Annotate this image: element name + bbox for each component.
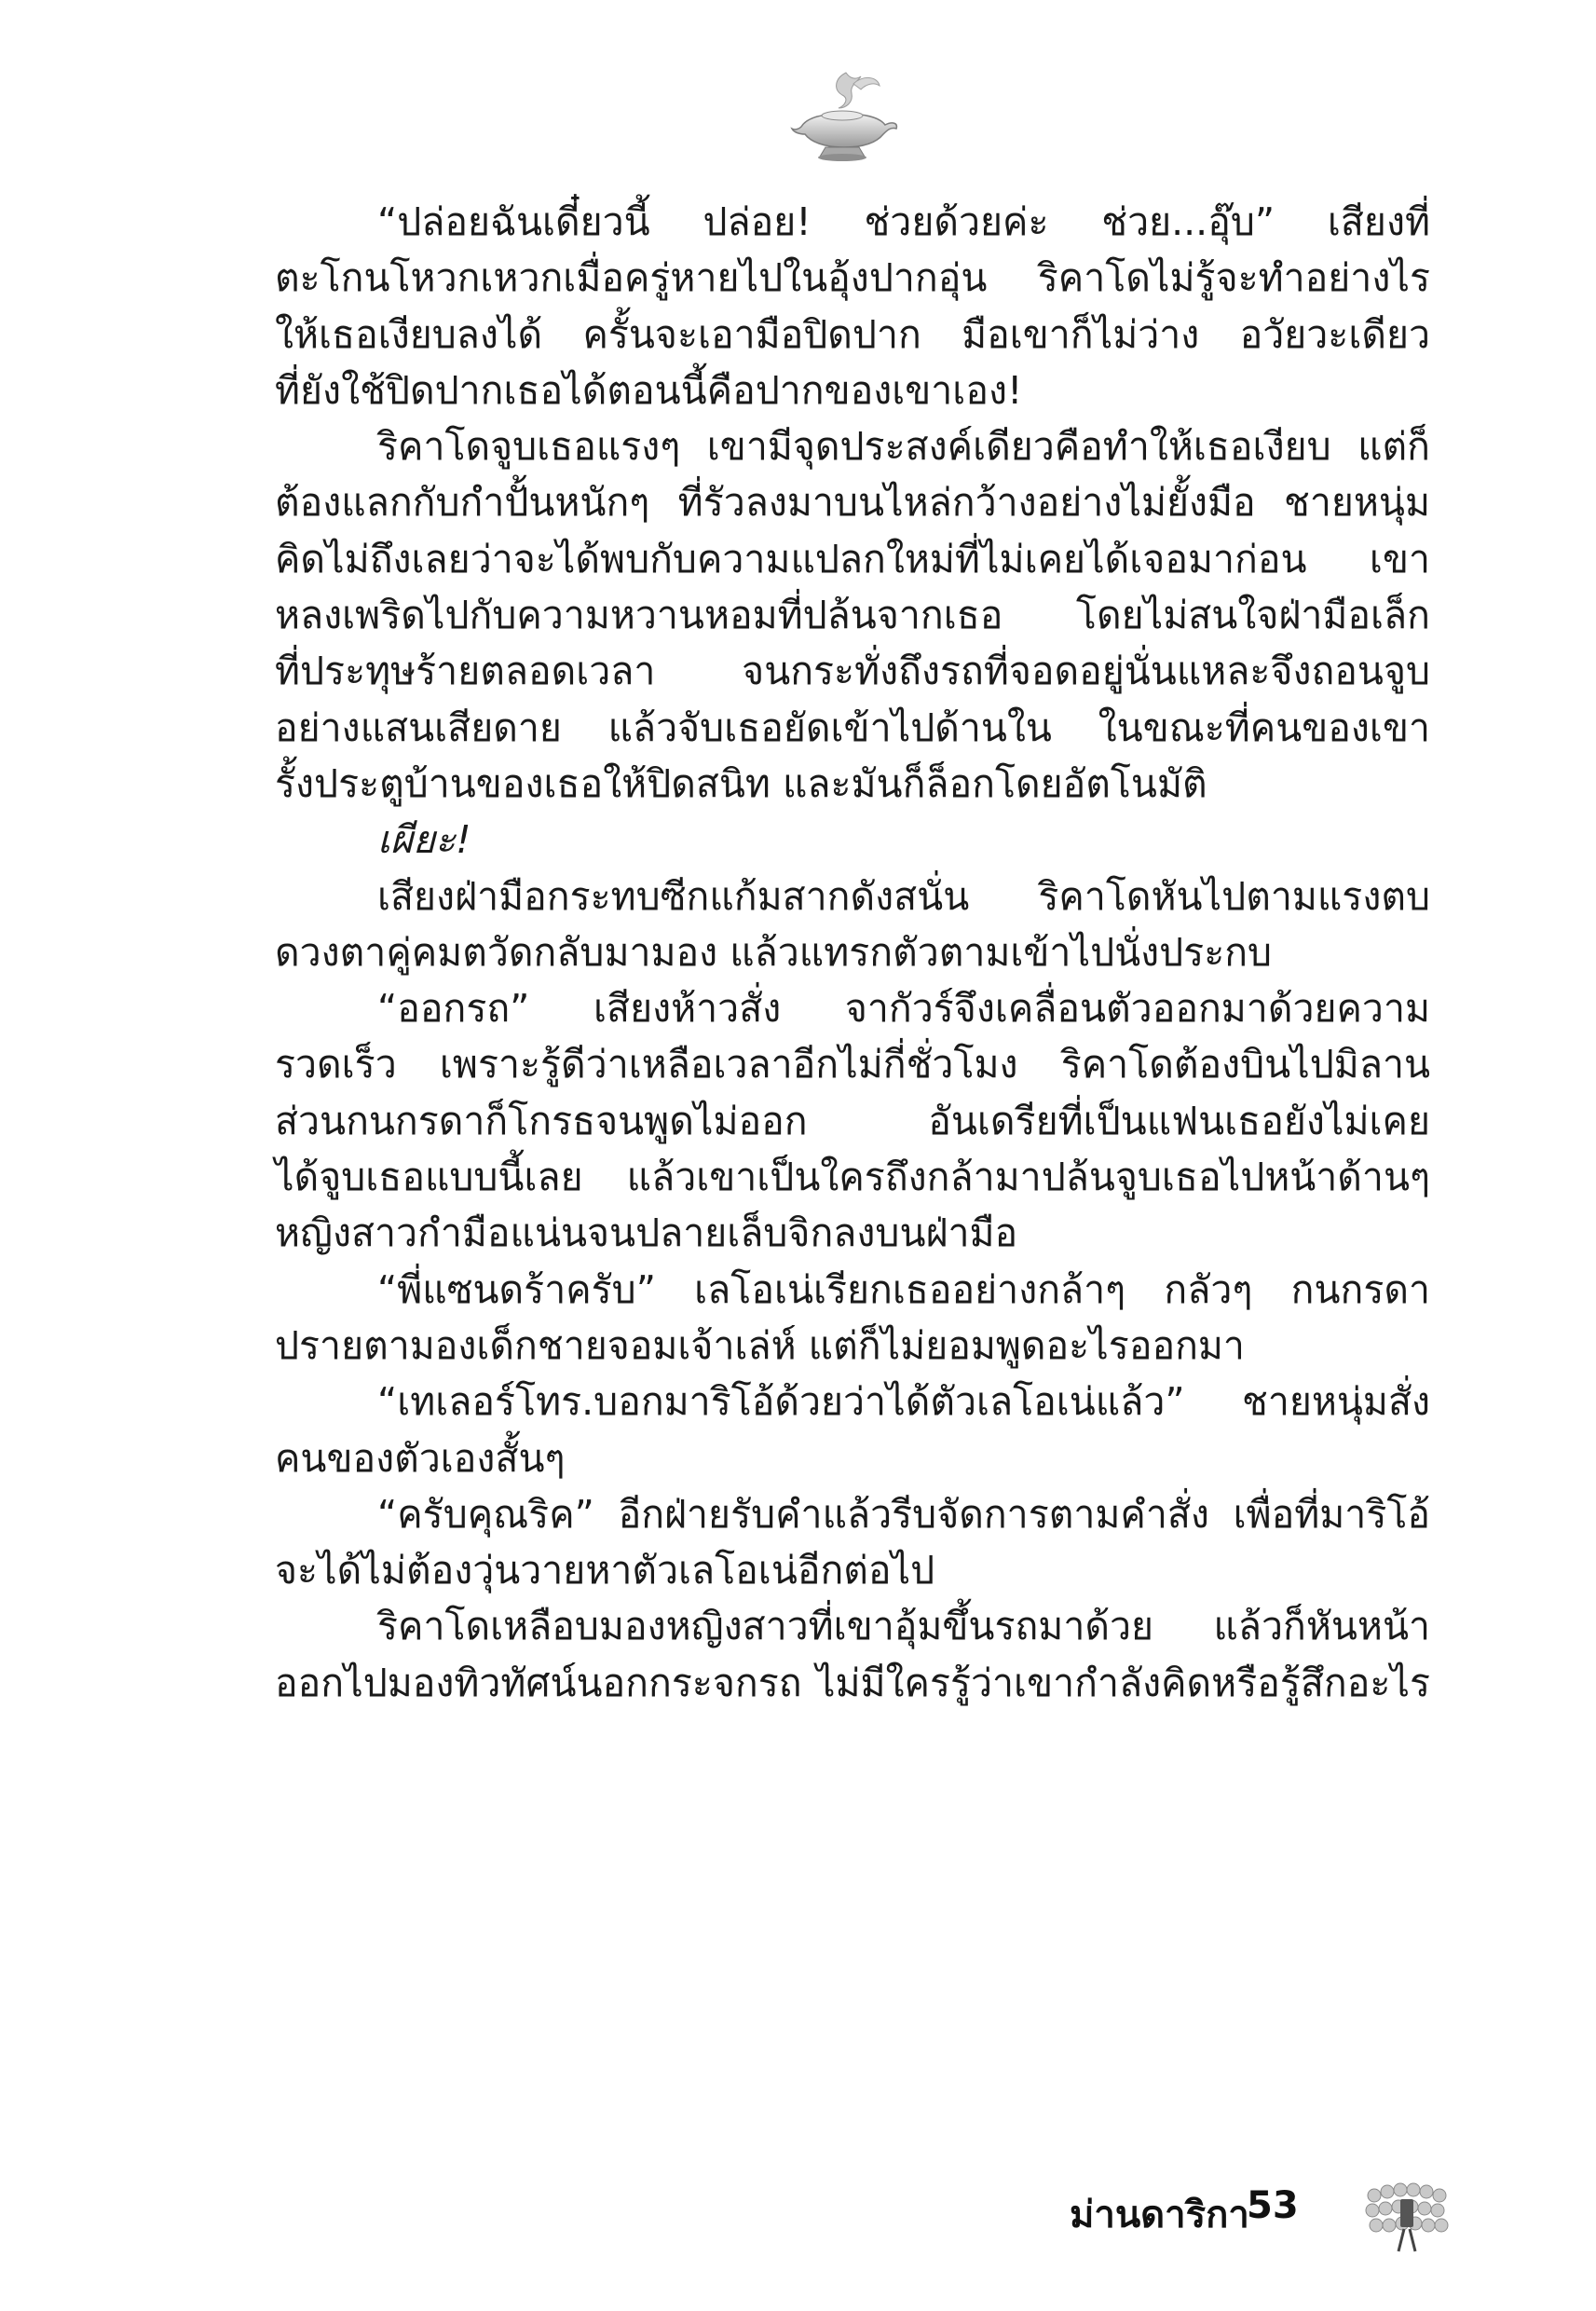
text-line: ดวงตาคู่คมตวัดกลับมามอง แล้วแทรกตัวตามเข้าไปนั่งประกบ (275, 929, 1273, 975)
text-line: จะได้ไม่ต้องวุ่นวายหาตัวเลโอเน่อีกต่อไป (275, 1548, 935, 1593)
text-line: ตะโกนโหวกเหวกเมื่อครู่หายไปในอุ้งปากอุ่น ริคาโดไม่รู้จะทำอย่างไร (275, 255, 1430, 301)
text-line: ให้เธอเงียบลงได้ ครั้นจะเอามือปิดปาก มือเขาก็ไม่ว่าง อวัยวะเดียว (275, 311, 1430, 357)
text-line: ส่วนกนกรดาก็โกรธจนพูดไม่ออก อันเดรียที่เป็นแฟนเธอยังไม่เคย (275, 1098, 1430, 1143)
text-line: ริคาโดเหลือบมองหญิงสาวที่เขาอุ้มขึ้นรถมาด้วย แล้วก็หันหน้า (377, 1604, 1430, 1649)
book-title: ม่านดาริกา (1070, 2194, 1249, 2236)
text-line: ได้จูบเธอแบบนี้เลย แล้วเขาเป็นใครถึงกล้ามาปล้นจูบเธอไปหน้าด้านๆ (275, 1155, 1430, 1200)
text-line: “เทเลอร์โทร.บอกมาริโอ้ด้วยว่าได้ตัวเลโอเน่แล้ว” ชายหนุ่มสั่ง (377, 1379, 1430, 1425)
text-line: อย่างแสนเสียดาย แล้วจับเธอยัดเข้าไปด้านใน ในขณะที่คนของเขา (275, 704, 1430, 750)
text-line: ที่ยังใช้ปิดปากเธอได้ตอนนี้คือปากของเขาเอง! (275, 367, 1023, 413)
text-line: หญิงสาวกำมือแน่นจนปลายเล็บจิกลงบนฝ่ามือ (275, 1210, 1018, 1256)
text-line: หลงเพริดไปกับความหวานหอมที่ปล้นจากเธอ โดยไม่สนใจฝ่ามือเล็ก (275, 593, 1430, 638)
text-line: คิดไม่ถึงเลยว่าจะได้พบกับความแปลกใหม่ที่ไม่เคยได้เจอมาก่อน เขา (275, 536, 1430, 581)
text-line: ออกไปมองทิวทัศน์นอกกระจกรถ ไม่มีใครรู้ว่าเขากำลังคิดหรือรู้สึกอะไร (275, 1660, 1430, 1705)
text-line: รวดเร็ว เพราะรู้ดีว่าเหลือเวลาอีกไม่กี่ชั่วโมง ริคาโดต้องบินไปมิลาน (275, 1042, 1430, 1087)
text-line: “ออกรถ” เสียงห้าวสั่ง จากัวร์จึงเคลื่อนตัวออกมาด้วยความ (377, 986, 1430, 1032)
text-line: ปรายตามองเด็กชายจอมเจ้าเล่ห์ แต่ก็ไม่ยอมพูดอะไรออกมา (275, 1322, 1245, 1368)
text-line: เผียะ! (377, 817, 471, 863)
text-line: ริคาโดจูบเธอแรงๆ เขามีจุดประสงค์เดียวคือทำให้เธอเงียบ แต่ก็ (377, 424, 1430, 470)
text-line: “ปล่อยฉันเดี๋ยวนี้ ปล่อย! ช่วยด้วยค่ะ ช่วย...อุ๊บ” เสียงที่ (377, 199, 1430, 244)
text-line: ที่ประทุษร้ายตลอดเวลา จนกระทั่งถึงรถที่จอดอยู่นั่นแหละจึงถอนจูบ (275, 649, 1430, 694)
page-footer (0, 2167, 1596, 2261)
page-number: 53 (1247, 2184, 1299, 2227)
text-line: “ครับคุณริค” อีกฝ่ายรับคำแล้วรีบจัดการตามคำสั่ง เพื่อที่มาริโอ้ (377, 1491, 1430, 1537)
text-line: คนของตัวเองสั้นๆ (275, 1435, 566, 1481)
text-line: “พี่แซนดร้าครับ” เลโอเน่เรียกเธออย่างกล้าๆ กลัวๆ กนกรดา (377, 1266, 1430, 1312)
beaded-bracelet-icon (1356, 2167, 1458, 2261)
body-text (275, 194, 1430, 1711)
text-line: เสียงฝ่ามือกระทบซีกแก้มสากดังสนั่น ริคาโดหันไปตามแรงตบ (377, 873, 1430, 919)
text-line: รั้งประตูบ้านของเธอให้ปิดสนิท และมันก็ล็อกโดยอัตโนมัติ (275, 760, 1207, 806)
magic-lamp-icon (788, 65, 900, 168)
text-line: ต้องแลกกับกำปั้นหนักๆ ที่รัวลงมาบนไหล่กว้างอย่างไม่ยั้งมือ ชายหนุ่ม (275, 480, 1430, 526)
